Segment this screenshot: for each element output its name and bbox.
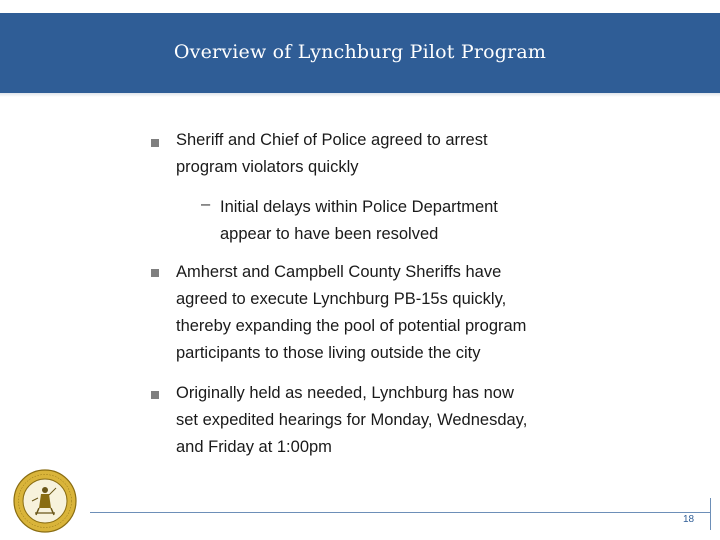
bullet-2-line-4: participants to those living outside the city xyxy=(176,344,481,362)
page-number: 18 xyxy=(683,514,695,525)
bullet-3-line-3: and Friday at 1:00pm xyxy=(176,438,332,456)
sub-bullet-line-1: Initial delays within Police Department xyxy=(220,198,498,216)
bullet-text-2 xyxy=(176,259,526,367)
bullet-2-line-2: agreed to execute Lynchburg PB-15s quickly, xyxy=(176,290,507,308)
bullet-text-1 xyxy=(176,127,488,181)
bullet-marker xyxy=(151,139,159,147)
bullet-text-3 xyxy=(176,380,527,461)
bullet-1-line-2: program violators quickly xyxy=(176,158,359,176)
sub-bullet-text xyxy=(220,194,498,248)
slide-title: Overview of Lynchburg Pilot Program xyxy=(173,41,547,63)
seal-icon xyxy=(12,468,78,534)
footer-rule xyxy=(90,512,710,513)
bullet-marker xyxy=(151,391,159,399)
bullet-1-line-1: Sheriff and Chief of Police agreed to arrest xyxy=(176,131,488,149)
bullet-2-line-1: Amherst and Campbell County Sheriffs have xyxy=(176,263,502,281)
bullet-3-line-2: set expedited hearings for Monday, Wednesday, xyxy=(176,411,528,429)
sub-bullet-line-2: appear to have been resolved xyxy=(220,225,439,243)
footer-rule-cap xyxy=(700,498,711,530)
bullet-marker xyxy=(151,269,159,277)
bullet-3-line-1: Originally held as needed, Lynchburg has now xyxy=(176,384,514,402)
bullet-2-line-3: thereby expanding the pool of potential program xyxy=(176,317,527,335)
sub-bullet-dash: – xyxy=(201,195,211,213)
